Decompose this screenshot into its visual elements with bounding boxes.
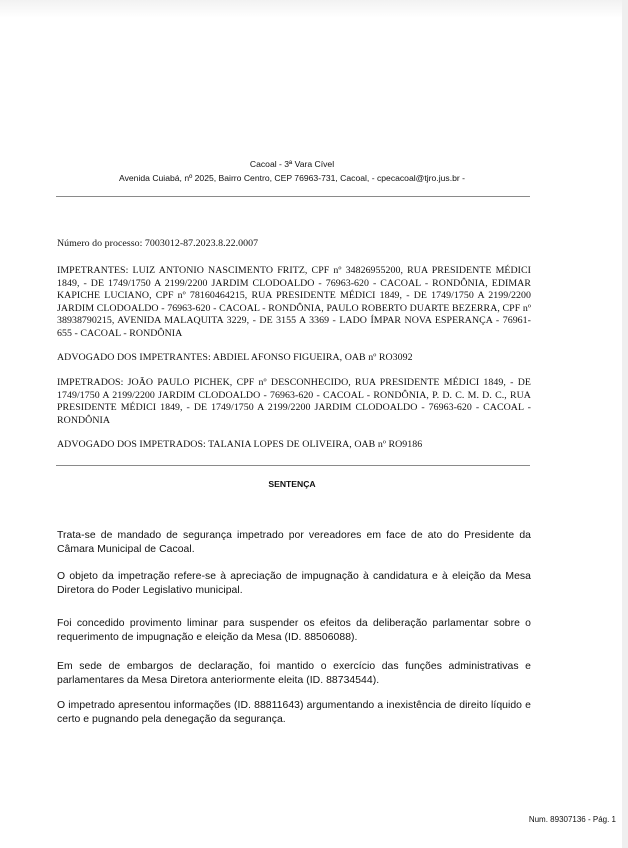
parties-divider: [56, 465, 530, 466]
scan-right-edge: [622, 0, 628, 848]
impetrantes-block: IMPETRANTES: LUIZ ANTONIO NASCIMENTO FRITZ, CPF nº 34826955200, RUA PRESIDENTE MÉDICI 1849, - DE 1749/1750 A 2199/2200 JARDIM CLODOALDO - 76963-620 - CACOAL - RONDÔNIA, EDIMAR KAPICHE LUCIANO, CPF nº 78160464215, RUA PRESIDENTE MÉDICI 1849, - DE 1749/1750 A 2199/2200 JARDIM CLODOALDO - 76963-620 - CACOAL - RONDÔNIA, PAULO ROBERTO DUARTE BEZERRA, CPF nº 38938790215, AVENIDA MALAQUITA 3229, - DE 3155 A 3369 - LADO ÍMPAR NOVA ESPERANÇA - 76961-655 - CACOAL - RONDÔNIA: [57, 265, 531, 339]
advogado-impetrados: ADVOGADO DOS IMPETRADOS: TALANIA LOPES DE OLIVEIRA, OAB nº RO9186: [57, 439, 423, 450]
page-number-label: Num. 89307136 - Pág. 1: [528, 815, 616, 824]
sentence-paragraph: Foi concedido provimento liminar para suspender os efeitos da deliberação parlamentar sobre o requerimento de impugnação e eleição da Mesa (ID. 88506088).: [57, 618, 531, 643]
impetrados-block: IMPETRADOS: JOÃO PAULO PICHEK, CPF nº DESCONHECIDO, RUA PRESIDENTE MÉDICI 1849, - DE 1749/1750 A 2199/2200 JARDIM CLODOALDO - 76963-620 - CACOAL - RONDÔNIA, P. D. C. M. D. C., RUA PRESIDENTE MÉDICI 1849, - DE 1749/1750 A 2199/2200 JARDIM CLODOALDO - 76963-620 - CACOAL - RONDÔNIA: [57, 377, 531, 426]
scan-top-edge: [0, 0, 628, 18]
sentence-paragraph: O objeto da impetração refere-se à apreciação de impugnação à candidatura e à eleição da Mesa Diretora do Poder Legislativo municipal.: [57, 571, 531, 596]
court-name: Cacoal - 3ª Vara Cível: [249, 159, 335, 169]
sentence-paragraph: Em sede de embargos de declaração, foi mantido o exercício das funções administrativas e parlamentares da Mesa Diretora anteriormente eleita (ID. 88734544).: [57, 661, 531, 686]
header-divider: [56, 196, 530, 197]
process-number: Número do processo: 7003012-87.2023.8.22.0007: [57, 238, 259, 249]
advogado-impetrantes: ADVOGADO DOS IMPETRANTES: ABDIEL AFONSO FIGUEIRA, OAB nº RO3092: [57, 352, 413, 363]
court-address: Avenida Cuiabá, nº 2025, Bairro Centro, CEP 76963-731, Cacoal, - cpecacoal@tjro.jus.br -: [119, 172, 465, 183]
sentence-paragraph: Trata-se de mandado de segurança impetrado por vereadores em face de ato do Presidente da Câmara Municipal de Cacoal.: [57, 530, 531, 555]
document-header: [0, 158, 584, 185]
sentence-paragraph: O impetrado apresentou informações (ID. 88811643) argumentando a inexistência de direito líquido e certo e pugnando pela denegação da segurança.: [57, 700, 531, 725]
sentence-title: SENTENÇA: [268, 479, 316, 489]
